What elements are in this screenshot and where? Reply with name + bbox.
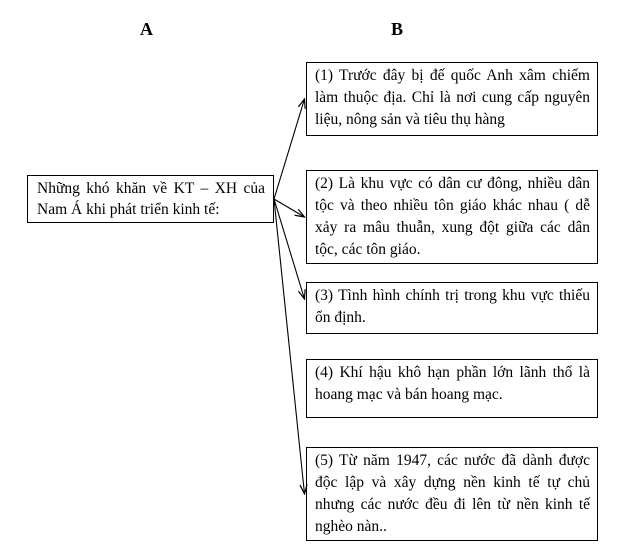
option-box-4: (4) Khí hậu khô hạn phần lớn lãnh thổ là hoang mạc và bán hoang mạc. [306,359,598,418]
option-box-3: (3) Tình hình chính trị trong khu vực thiếu ổn định. [306,282,598,334]
arrow-line-a-to-2 [274,199,305,217]
column-b-header: B [391,19,404,39]
option-box-5: (5) Từ năm 1947, các nước đã dành được độc lập và xây dựng nền kinh tế tự chủ nhưng các nước đều đi lên từ nền kinh tế nghèo nàn.. [306,447,598,541]
arrow-line-a-to-1 [274,99,305,199]
arrow-line-a-to-3 [274,199,305,299]
arrow-line-a-to-5 [274,199,305,494]
source-box-a: Những khó khăn về KT – XH của Nam Á khi phát triển kinh tế: [27,175,274,223]
option-box-2: (2) Là khu vực có dân cư đông, nhiều dân tộc và theo nhiều tôn giáo khác nhau ( dễ xảy ra mâu thuẫn, xung đột giữa các dân tộc, các tôn giáo. [306,170,598,264]
column-a-header: A [140,19,153,39]
option-box-1: (1) Trước đây bị đế quốc Anh xâm chiếm làm thuộc địa. Chỉ là nơi cung cấp nguyên liệu, nông sản và tiêu thụ hàng [306,62,598,136]
